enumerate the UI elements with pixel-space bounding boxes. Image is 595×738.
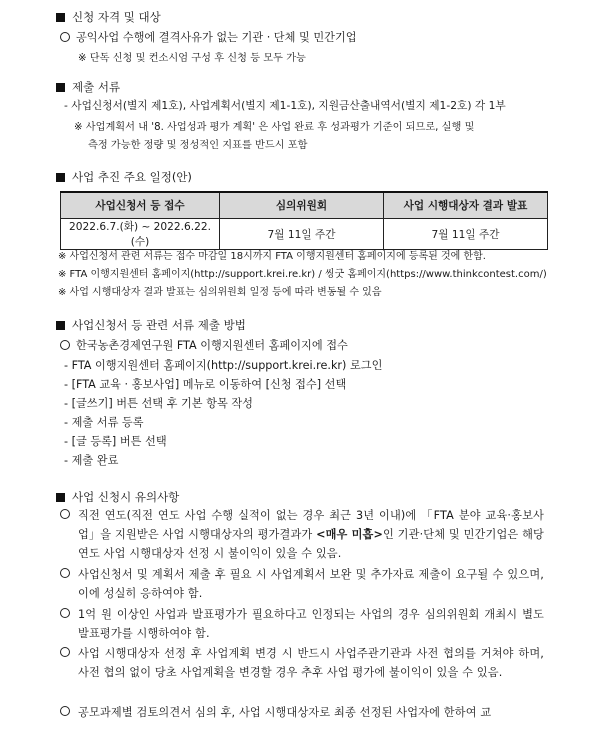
square-bullet-icon: [56, 321, 65, 330]
circle-bullet-icon: [60, 340, 70, 350]
schedule-header-cell: 사업 시행대상자 결과 발표: [384, 192, 548, 219]
eligibility-note: ※ 단독 신청 및 컨소시엄 구성 후 신청 등 모두 가능: [78, 53, 306, 64]
schedule-note: ※ 사업신청서 관련 서류는 접수 마감일 18시까지 FTA 이행지원센터 홈페이지에 등록된 것에 한함.: [58, 251, 486, 262]
circle-bullet-icon: [60, 647, 70, 657]
submission-step: - FTA 이행지원센터 홈페이지(http://support.krei.re.kr) 로그인: [64, 359, 383, 372]
submission-step: - 제출 서류 등록: [64, 416, 144, 429]
submission-step: - [글쓰기] 버튼 선택 후 기본 항목 작성: [64, 397, 253, 410]
circle-bullet-icon: [60, 608, 70, 618]
submission-step: - [FTA 교육 · 홍보사업] 메뉴로 이동하여 [신청 접수] 선택: [64, 378, 347, 391]
caution-item-4: [60, 644, 544, 682]
schedule-table: [60, 191, 548, 250]
caution-item-1: [60, 506, 544, 563]
caution-item-2: [60, 565, 544, 603]
square-bullet-icon: [56, 493, 65, 502]
caution-emphasis: <매우 미흡>: [316, 528, 384, 541]
documents-item: - 사업신청서(별지 제1호), 사업계획서(별지 제1-1호), 지원금산출내역서(별지 제1-2호) 각 1부: [64, 99, 506, 112]
schedule-header-cell: 사업신청서 등 접수: [61, 192, 220, 219]
schedule-cell: 7월 11일 주간: [220, 219, 384, 250]
section-heading-cautions: [56, 489, 179, 505]
circle-bullet-icon: [60, 568, 70, 578]
submission-step: - [글 등록] 버튼 선택: [64, 435, 167, 448]
eligibility-item: [60, 29, 357, 45]
circle-bullet-icon: [60, 706, 70, 716]
square-bullet-icon: [56, 173, 65, 182]
caution-text: [78, 506, 544, 563]
submission-step: - 제출 완료: [64, 454, 119, 467]
circle-bullet-icon: [60, 32, 70, 42]
submission-text: 한국농촌경제연구원 FTA 이행지원센터 홈페이지에 접수: [76, 339, 348, 352]
square-bullet-icon: [56, 83, 65, 92]
section-title: 사업신청서 등 관련 서류 제출 방법: [72, 318, 246, 332]
section-heading-submission: [56, 317, 246, 333]
submission-item: [60, 337, 348, 353]
eligibility-text: 공익사업 수행에 결격사유가 없는 기관 · 단체 및 민간기업: [76, 31, 357, 44]
caution-text-part: 직전 연도(직전 연도 사업 수행 실적이 없는 경우 최근 3년 이내)에 「FTA 분야 교육·홍보사업」을 지원받은 사업 시행대상자의 평가결과가: [78, 509, 544, 541]
documents-note-line1: ※ 사업계획서 내 '8. 사업성과 평가 계획' 은 사업 완료 후 성과평가 기준이 되므로, 실행 및: [74, 122, 475, 133]
caution-text: 사업 시행대상자 선정 후 사업계획 변경 시 반드시 사업주관기관과 사전 협의를 거쳐야 하며, 사전 협의 없이 당초 사업계획을 변경할 경우 추후 사업 평가에 불이익이 있을 수 있음.: [78, 647, 544, 679]
schedule-note: ※ 사업 시행대상자 결과 발표는 심의위원회 일정 등에 따라 변동될 수 있음: [58, 287, 382, 298]
section-title: 신청 자격 및 대상: [72, 10, 161, 24]
caution-text-part: 인 기관·단체 및 민간기업은 해당연도 사업 시행대상자 선정 시 불이익이 있을 수 있음.: [78, 528, 545, 560]
schedule-row: [61, 219, 548, 250]
schedule-header-cell: 심의위원회: [220, 192, 384, 219]
square-bullet-icon: [56, 13, 65, 22]
schedule-header-row: [61, 192, 548, 219]
section-heading-eligibility: [56, 9, 161, 25]
caution-item-5: [60, 703, 544, 722]
section-heading-schedule: [56, 169, 192, 185]
documents-note-line2: 측정 가능한 정량 및 정성적인 지표를 반드시 포함: [88, 140, 308, 151]
schedule-note: ※ FTA 이행지원센터 홈페이지(http://support.krei.re.kr) / 씽굿 홈페이지(https://www.thinkcontest.com/): [58, 269, 547, 280]
section-title: 사업 추진 주요 일정(안): [72, 170, 192, 184]
caution-item-3: [60, 605, 544, 643]
schedule-cell: 2022.6.7.(화) ~ 2022.6.22.(수): [61, 219, 220, 250]
caution-text: 사업신청서 및 계획서 제출 후 필요 시 사업계획서 보완 및 추가자료 제출이 요구될 수 있으며, 이에 성실히 응하여야 함.: [78, 568, 544, 600]
caution-text: 1억 원 이상인 사업과 발표평가가 필요하다고 인정되는 사업의 경우 심의위원회 개최시 별도 발표평가를 시행하여야 함.: [78, 608, 544, 640]
section-title: 제출 서류: [72, 80, 121, 94]
caution-text: 공모과제별 검토의견서 심의 후, 사업 시행대상자로 최종 선정된 사업자에 한하여 교: [78, 706, 492, 719]
schedule-cell: 7월 11일 주간: [384, 219, 548, 250]
section-heading-documents: [56, 79, 120, 95]
circle-bullet-icon: [60, 509, 70, 519]
section-title: 사업 신청시 유의사항: [72, 490, 180, 504]
